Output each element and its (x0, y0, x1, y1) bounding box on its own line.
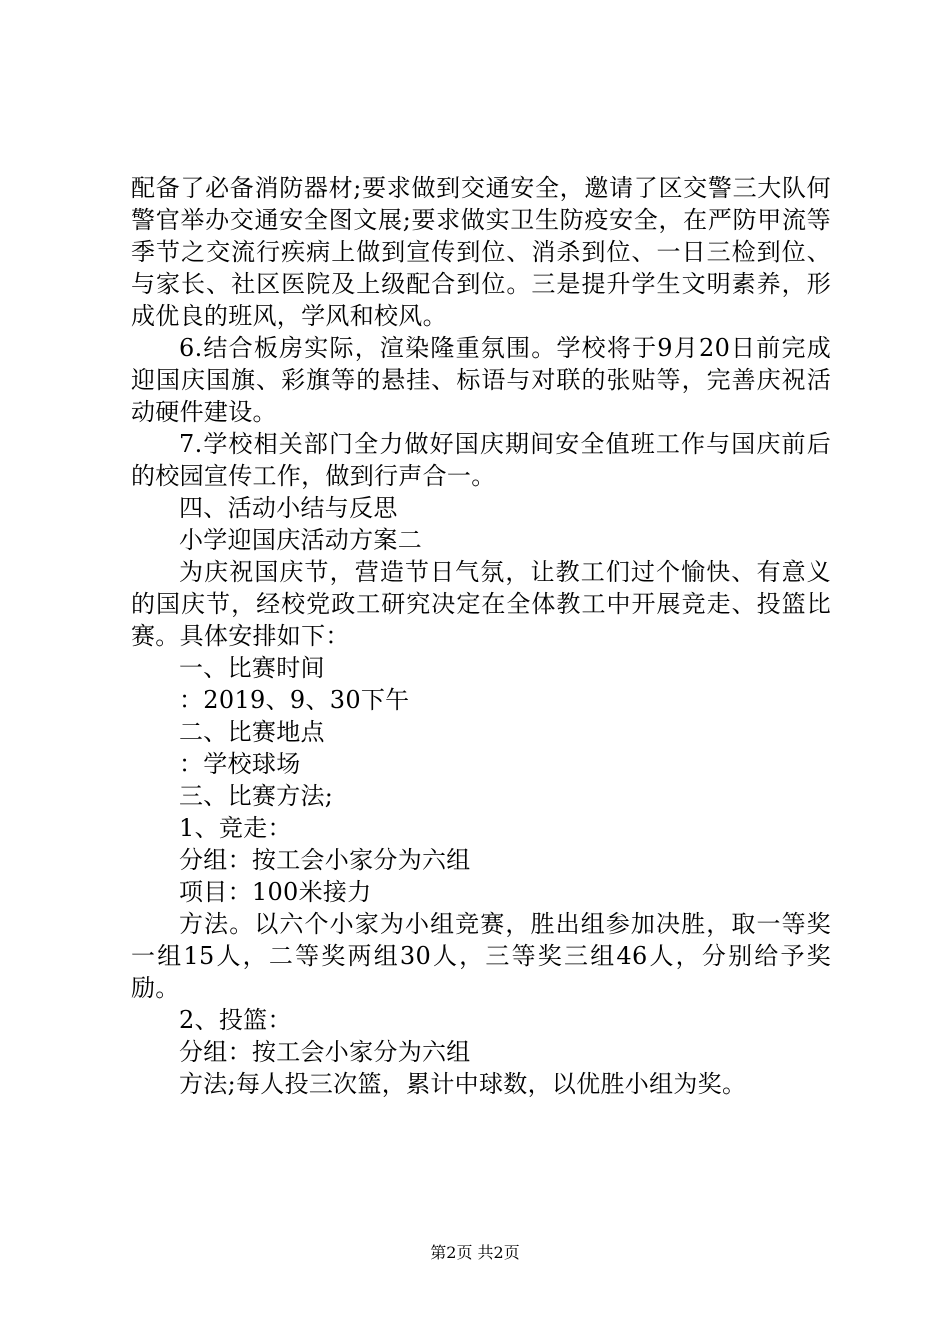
race-walk-method: 方法。以六个小家为小组竞赛，胜出组参加决胜，取一等奖一组15人，二等奖两组30人，三等奖三组46人，分别给予奖励。 (131, 910, 831, 1002)
paragraph-1: 配备了必备消防器材;要求做到交通安全，邀请了区交警三大队何警官举办交通安全图文展;要求做实卫生防疫安全，在严防甲流等季节之交流行疾病上做到宣传到位、消杀到位、一日三检到位、与家长、社区医院及上级配合到位。三是提升学生文明素养，形成优良的班风，学风和校风。 (131, 174, 831, 330)
time-value: ：2019、9、30下午 (179, 686, 410, 714)
section-heading-method: 三、比赛方法; (179, 782, 334, 810)
item-race-walk: 1、竞走： (179, 814, 292, 842)
shooting-method: 方法;每人投三次篮，累计中球数，以优胜小组为奖。 (179, 1070, 747, 1098)
section-heading-place: 二、比赛地点 (179, 718, 325, 746)
item-shooting: 2、投篮： (179, 1006, 292, 1034)
plan-title: 小学迎国庆活动方案二 (179, 526, 422, 554)
shooting-grouping: 分组：按工会小家分为六组 (179, 1038, 471, 1066)
place-value: ：学校球场 (179, 750, 301, 778)
page-footer: 第2页 共2页 (430, 1243, 520, 1262)
document-body (131, 172, 831, 1100)
section-heading-4: 四、活动小结与反思 (179, 494, 398, 522)
race-walk-grouping: 分组：按工会小家分为六组 (179, 846, 471, 874)
paragraph-3: 7.学校相关部门全力做好国庆期间安全值班工作与国庆前后的校园宣传工作，做到行声合一。 (131, 430, 831, 490)
paragraph-intro: 为庆祝国庆节，营造节日气氛，让教工们过个愉快、有意义的国庆节，经校党政工研究决定在全体教工中开展竞走、投篮比赛。具体安排如下： (131, 558, 831, 650)
section-heading-time: 一、比赛时间 (179, 654, 325, 682)
race-walk-event: 项目：100米接力 (179, 878, 372, 906)
paragraph-2: 6.结合板房实际，渲染隆重氛围。学校将于9月20日前完成迎国庆国旗、彩旗等的悬挂、标语与对联的张贴等，完善庆祝活动硬件建设。 (131, 334, 831, 426)
